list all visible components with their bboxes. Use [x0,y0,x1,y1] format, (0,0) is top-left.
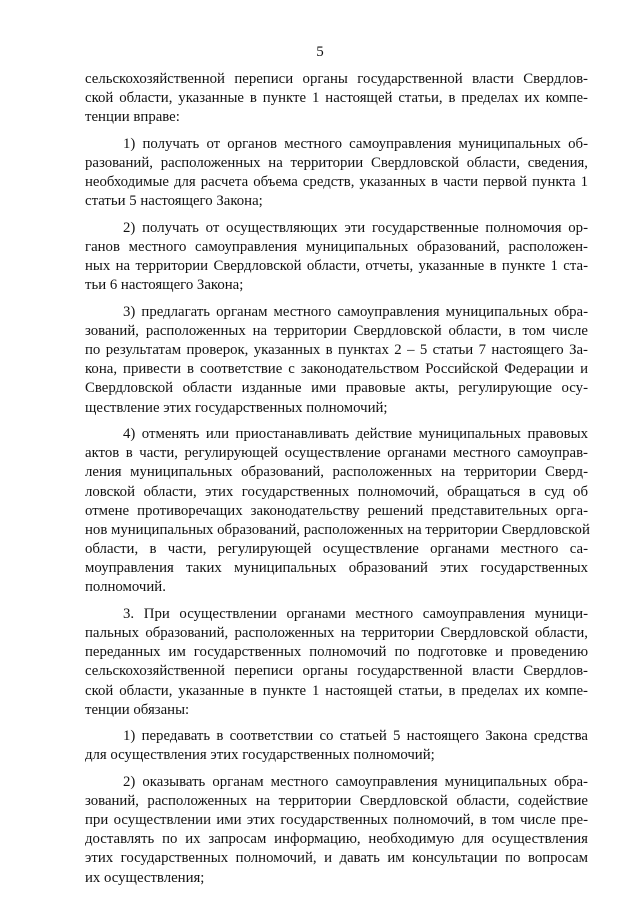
paragraph-right-2 [85,219,588,296]
text-line: тенции обязаны: [85,701,190,718]
text-line: при осуществлении ими этих государственных полномочий, в том числе пре- [85,812,588,829]
document-body [85,70,588,895]
text-line: 2) получать от осуществляющих эти государственные полномочия ор- [123,219,588,236]
text-line: ществление этих государственных полномочий; [85,399,388,416]
text-line: 3. При осуществлении органами местного самоуправления муници- [123,605,588,622]
text-line: доставлять по их запросам информацию, необходимую для осуществления [85,831,588,848]
text-line: моуправления таких муниципальных образований этих государственных [85,560,588,577]
text-line: этих государственных полномочий, и давать им консультации по вопросам [85,850,588,867]
text-line: зований, расположенных на территории Свердловской области, содействие [85,792,588,809]
paragraph-duty-1 [85,727,588,765]
text-line: нов муниципальных образований, расположенных на территории Свердловской [85,521,590,538]
text-line: пальных образований, расположенных на территории Свердловской области, [85,625,588,641]
text-line: переданных им государственных полномочий по подготовке и проведению [85,644,588,661]
text-line: отмене противоречащих законодательству решений представительных орга- [85,502,588,519]
paragraph-right-1 [85,135,588,212]
text-line: кона, привести в соответствие с законодательством Российской Федерации и [85,361,588,378]
paragraph-continuation [85,70,588,128]
text-line: ганов местного самоуправления муниципальных образований, расположен- [85,238,588,255]
text-line: полномочий. [85,579,166,596]
text-line: Свердловской области изданные ими правовые акты, регулирующие осу- [85,380,588,397]
paragraph-duty-2 [85,773,588,888]
text-line: 1) передавать в соответствии со статьей 5 настоящего Закона средства [123,728,588,745]
paragraph-right-4 [85,425,588,598]
page-number: 5 [316,44,324,60]
text-line: зований, расположенных на территории Свердловской области, в том числе [85,322,588,339]
text-line: необходимые для расчета объема средств, указанных в части первой пункта 1 [85,174,588,191]
paragraph-right-3 [85,303,588,418]
text-line: ловской области, этих государственных полномочий, обращаться в суд об [85,483,588,500]
text-line: сельскохозяйственной переписи органы государственной власти Свердлов- [85,71,588,87]
text-line: 3) предлагать органам местного самоуправления муниципальных обра- [123,303,588,320]
text-line: ных на территории Свердловской области, отчеты, указанные в пункте 1 ста- [85,258,588,275]
text-line: 2) оказывать органам местного самоуправления муниципальных обра- [123,773,588,790]
text-line: ления муниципальных образований, расположенных на территории Сверд- [85,464,588,481]
text-line: ской области, указанные в пункте 1 настоящей статьи, в пределах их компе- [85,682,588,699]
text-line: тьи 6 настоящего Закона; [85,277,244,294]
text-line: их осуществления; [85,869,205,886]
text-line: тенции вправе: [85,109,180,126]
text-line: по результатам проверок, указанных в пунктах 2 – 5 статьи 7 настоящего За- [85,342,588,358]
text-line: статьи 5 настоящего Закона; [85,193,263,210]
text-line: 1) получать от органов местного самоуправления муниципальных об- [123,135,588,152]
paragraph-section-3 [85,605,588,720]
text-line: ской области, указанные в пункте 1 настоящей статьи, в пределах их компе- [85,90,588,107]
text-line: сельскохозяйственной переписи органы государственной власти Свердлов- [85,663,588,680]
text-line: области, в части, регулирующей осуществление органами местного са- [85,541,588,558]
text-line: актов в части, регулирующей осуществление органами местного самоуправ- [85,445,588,462]
text-line: разований, расположенных на территории Свердловской области, сведения, [85,154,588,171]
text-line: для осуществления этих государственных полномочий; [85,747,435,764]
text-line: 4) отменять или приостанавливать действие муниципальных правовых [123,425,588,442]
